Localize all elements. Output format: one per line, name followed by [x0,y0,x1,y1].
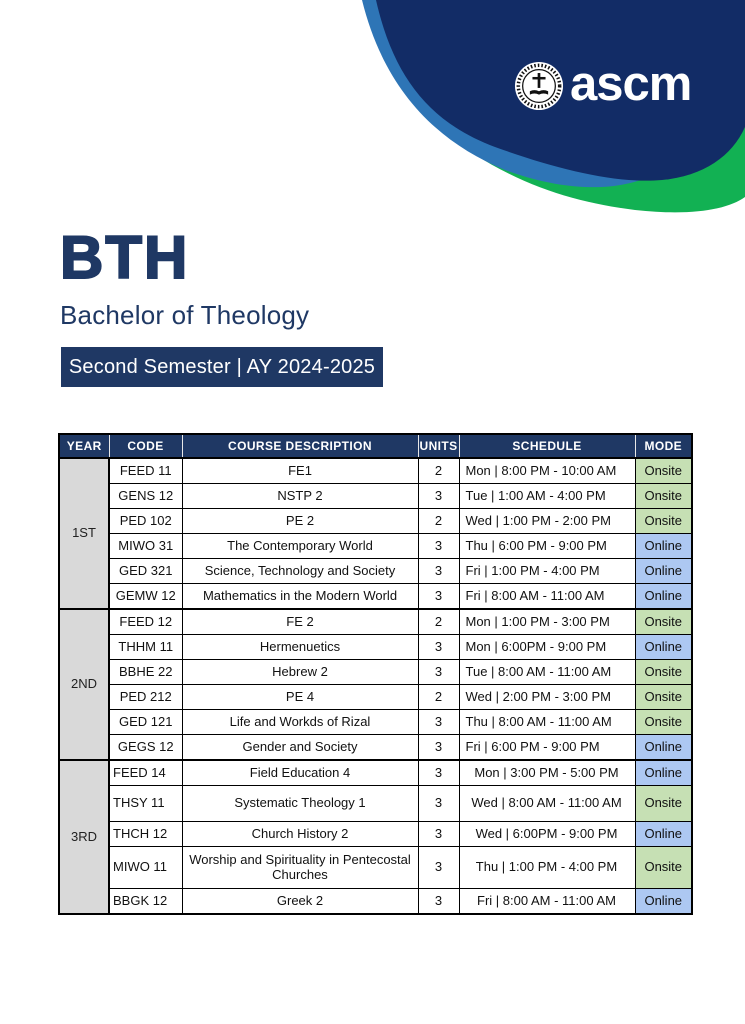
description-cell: PE 2 [182,509,418,534]
description-cell: PE 4 [182,685,418,710]
units-cell: 3 [418,889,459,915]
schedule-cell: Mon | 1:00 PM - 3:00 PM [459,609,635,635]
units-cell: 2 [418,458,459,484]
column-header-course-description: COURSE DESCRIPTION [182,434,418,458]
mode-badge-online: Online [635,635,692,660]
schedule-cell: Wed | 6:00PM - 9:00 PM [459,822,635,847]
logo-wordmark: ascm [570,56,692,111]
mode-badge-online: Online [635,760,692,786]
code-cell: THCH 12 [109,822,182,847]
units-cell: 3 [418,760,459,786]
mode-badge-online: Online [635,889,692,915]
header-banner [0,0,745,235]
units-cell: 3 [418,635,459,660]
course-row-thsy-11 [59,786,692,822]
semester-banner: Second Semester | AY 2024-2025 [61,347,383,387]
course-row-miwo-31 [59,534,692,559]
year-group-3rd [59,760,692,914]
schedule-cell: Fri | 6:00 PM - 9:00 PM [459,735,635,761]
description-cell: Greek 2 [182,889,418,915]
column-header-units: UNITS [418,434,459,458]
units-cell: 3 [418,484,459,509]
mode-badge-onsite: Onsite [635,509,692,534]
ascm-logo [514,56,692,111]
schedule-cell: Wed | 2:00 PM - 3:00 PM [459,685,635,710]
description-cell: Life and Workds of Rizal [182,710,418,735]
year-label: 2ND [59,609,109,760]
mode-badge-onsite: Onsite [635,710,692,735]
mode-badge-online: Online [635,559,692,584]
code-cell: GED 321 [109,559,182,584]
code-cell: PED 102 [109,509,182,534]
schedule-cell: Thu | 6:00 PM - 9:00 PM [459,534,635,559]
description-cell: NSTP 2 [182,484,418,509]
description-cell: Hebrew 2 [182,660,418,685]
course-row-thhm-11 [59,635,692,660]
description-cell: Field Education 4 [182,760,418,786]
course-row-thch-12 [59,822,692,847]
units-cell: 3 [418,710,459,735]
column-header-schedule: SCHEDULE [459,434,635,458]
schedule-cell: Mon | 8:00 PM - 10:00 AM [459,458,635,484]
course-row-bbgk-12 [59,889,692,915]
code-cell: GEMW 12 [109,584,182,610]
units-cell: 3 [418,786,459,822]
program-name: Bachelor of Theology [60,300,310,330]
program-acronym: BTH [60,224,190,291]
schedule-cell: Wed | 8:00 AM - 11:00 AM [459,786,635,822]
code-cell: FEED 12 [109,609,182,635]
course-row-ped-212 [59,685,692,710]
description-cell: FE1 [182,458,418,484]
year-label: 1ST [59,458,109,609]
course-row-ged-121 [59,710,692,735]
units-cell: 2 [418,685,459,710]
schedule-cell: Thu | 1:00 PM - 4:00 PM [459,847,635,889]
units-cell: 3 [418,559,459,584]
description-cell: Church History 2 [182,822,418,847]
mode-badge-online: Online [635,822,692,847]
mode-badge-online: Online [635,584,692,610]
units-cell: 3 [418,534,459,559]
code-cell: PED 212 [109,685,182,710]
course-row-gegs-12 [59,735,692,761]
code-cell: THSY 11 [109,786,182,822]
column-header-year: YEAR [59,434,109,458]
schedule-cell: Thu | 8:00 AM - 11:00 AM [459,710,635,735]
code-cell: FEED 11 [109,458,182,484]
code-cell: MIWO 11 [109,847,182,889]
mode-badge-onsite: Onsite [635,484,692,509]
course-schedule-table [58,433,693,915]
schedule-cell: Fri | 8:00 AM - 11:00 AM [459,584,635,610]
description-cell: The Contemporary World [182,534,418,559]
code-cell: GED 121 [109,710,182,735]
schedule-cell: Fri | 8:00 AM - 11:00 AM [459,889,635,915]
units-cell: 3 [418,847,459,889]
schedule-cell: Mon | 6:00PM - 9:00 PM [459,635,635,660]
course-row-ped-102 [59,509,692,534]
course-row-feed-12 [59,609,692,635]
mode-badge-onsite: Onsite [635,685,692,710]
mode-badge-online: Online [635,534,692,559]
schedule-cell: Wed | 1:00 PM - 2:00 PM [459,509,635,534]
units-cell: 3 [418,660,459,685]
column-header-code: CODE [109,434,182,458]
schedule-cell: Tue | 1:00 AM - 4:00 PM [459,484,635,509]
mode-badge-onsite: Onsite [635,786,692,822]
course-row-feed-14 [59,760,692,786]
description-cell: Mathematics in the Modern World [182,584,418,610]
course-row-feed-11 [59,458,692,484]
ascm-seal-icon [514,61,564,111]
year-group-1st [59,458,692,609]
mode-badge-online: Online [635,735,692,761]
course-row-ged-321 [59,559,692,584]
year-group-2nd [59,609,692,760]
code-cell: BBHE 22 [109,660,182,685]
mode-badge-onsite: Onsite [635,847,692,889]
mode-badge-onsite: Onsite [635,609,692,635]
title-block [60,224,310,331]
description-cell: Hermenuetics [182,635,418,660]
description-cell: FE 2 [182,609,418,635]
header-curves [0,0,745,235]
course-row-miwo-11 [59,847,692,889]
schedule-cell: Fri | 1:00 PM - 4:00 PM [459,559,635,584]
code-cell: FEED 14 [109,760,182,786]
code-cell: GEGS 12 [109,735,182,761]
mode-badge-onsite: Onsite [635,660,692,685]
description-cell: Worship and Spirituality in Pentecostal Churches [182,847,418,889]
units-cell: 3 [418,822,459,847]
code-cell: THHM 11 [109,635,182,660]
units-cell: 3 [418,584,459,610]
year-label: 3RD [59,760,109,914]
course-row-gemw-12 [59,584,692,610]
code-cell: MIWO 31 [109,534,182,559]
units-cell: 2 [418,609,459,635]
description-cell: Science, Technology and Society [182,559,418,584]
code-cell: GENS 12 [109,484,182,509]
units-cell: 2 [418,509,459,534]
schedule-cell: Mon | 3:00 PM - 5:00 PM [459,760,635,786]
description-cell: Systematic Theology 1 [182,786,418,822]
description-cell: Gender and Society [182,735,418,761]
table-header-row [59,434,692,458]
schedule-cell: Tue | 8:00 AM - 11:00 AM [459,660,635,685]
code-cell: BBGK 12 [109,889,182,915]
course-row-bbhe-22 [59,660,692,685]
units-cell: 3 [418,735,459,761]
column-header-mode: MODE [635,434,692,458]
course-row-gens-12 [59,484,692,509]
mode-badge-onsite: Onsite [635,458,692,484]
